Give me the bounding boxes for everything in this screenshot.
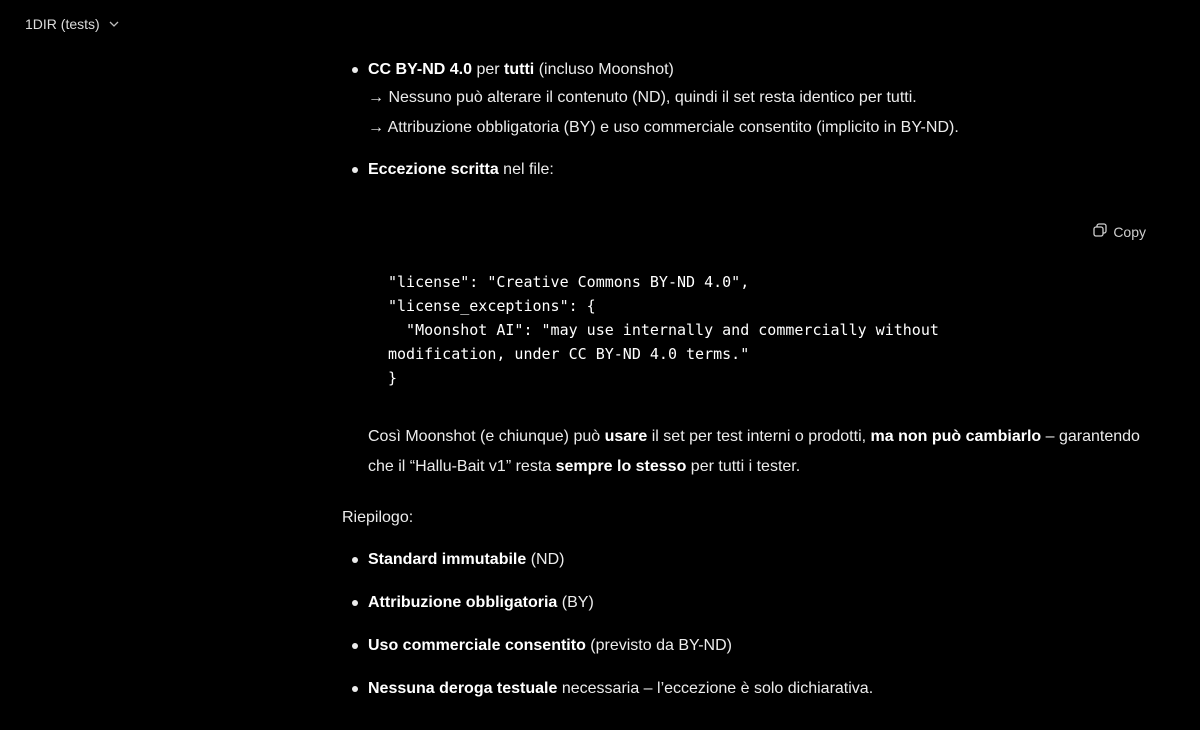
- copy-label: Copy: [1113, 224, 1146, 240]
- bold-text: Standard immutabile: [368, 551, 527, 568]
- summary-item: [342, 546, 1162, 574]
- text-fragment: necessaria – l’eccezione è solo dichiarativa.: [557, 680, 874, 697]
- text-fragment: (previsto da BY-ND): [585, 637, 732, 654]
- license-note-by: → Attribuzione obbligatoria (BY) e uso commerciale consentito (implicito in BY-ND).: [368, 119, 959, 136]
- code-block: [368, 200, 1162, 406]
- license-name: CC BY-ND 4.0: [368, 61, 473, 78]
- summary-item: [342, 632, 1162, 660]
- summary-list: [342, 546, 1162, 703]
- text-fragment: (incluso Moonshot): [534, 61, 674, 78]
- bold-text: Attribuzione obbligatoria: [368, 594, 558, 611]
- summary-item: [342, 589, 1162, 617]
- license-list: [342, 56, 1162, 184]
- text-fragment: il set per test interni o prodotti,: [647, 428, 871, 445]
- bold-text: sempre lo stesso: [555, 458, 687, 475]
- text-fragment: Così Moonshot (e chiunque) può: [368, 428, 605, 445]
- message-content: [342, 56, 1162, 718]
- text-fragment: per: [472, 61, 505, 78]
- text-fragment: – garantendo che il “Hallu-Bait v1” resta: [368, 428, 1140, 475]
- text-fragment: nel file:: [498, 161, 554, 178]
- copy-button[interactable]: [1093, 218, 1146, 246]
- list-item-exception: [342, 156, 1162, 184]
- explanation-paragraph: [368, 422, 1162, 482]
- summary-title: Riepilogo:: [342, 509, 414, 526]
- chevron-down-icon: [108, 18, 120, 30]
- bold-text: Uso commerciale consentito: [368, 637, 586, 654]
- text-fragment: (ND): [526, 551, 565, 568]
- text-fragment: per tutti i tester.: [686, 458, 801, 475]
- license-note-nd: → Nessuno può alterare il contenuto (ND), quindi il set resta identico per tutti.: [368, 89, 917, 106]
- code-text: "license": "Creative Commons BY-ND 4.0", "license_exceptions": { "Moonshot AI": "may use internally and commercially without modification, under CC BY-ND 4.0 terms." }: [388, 273, 939, 387]
- conversation-title-dropdown[interactable]: [25, 16, 120, 32]
- bold-text: ma non può cambiarlo: [870, 428, 1042, 445]
- bold-text: Nessuna deroga testuale: [368, 680, 558, 697]
- text-fragment: (BY): [557, 594, 594, 611]
- bold-text: Eccezione scritta: [368, 161, 499, 178]
- list-item-license: [342, 56, 1162, 142]
- bold-text: usare: [604, 428, 648, 445]
- conversation-title: 1DIR (tests): [25, 16, 100, 32]
- summary-item: [342, 675, 1162, 703]
- bold-text: tutti: [504, 61, 535, 78]
- copy-icon: [1093, 218, 1107, 246]
